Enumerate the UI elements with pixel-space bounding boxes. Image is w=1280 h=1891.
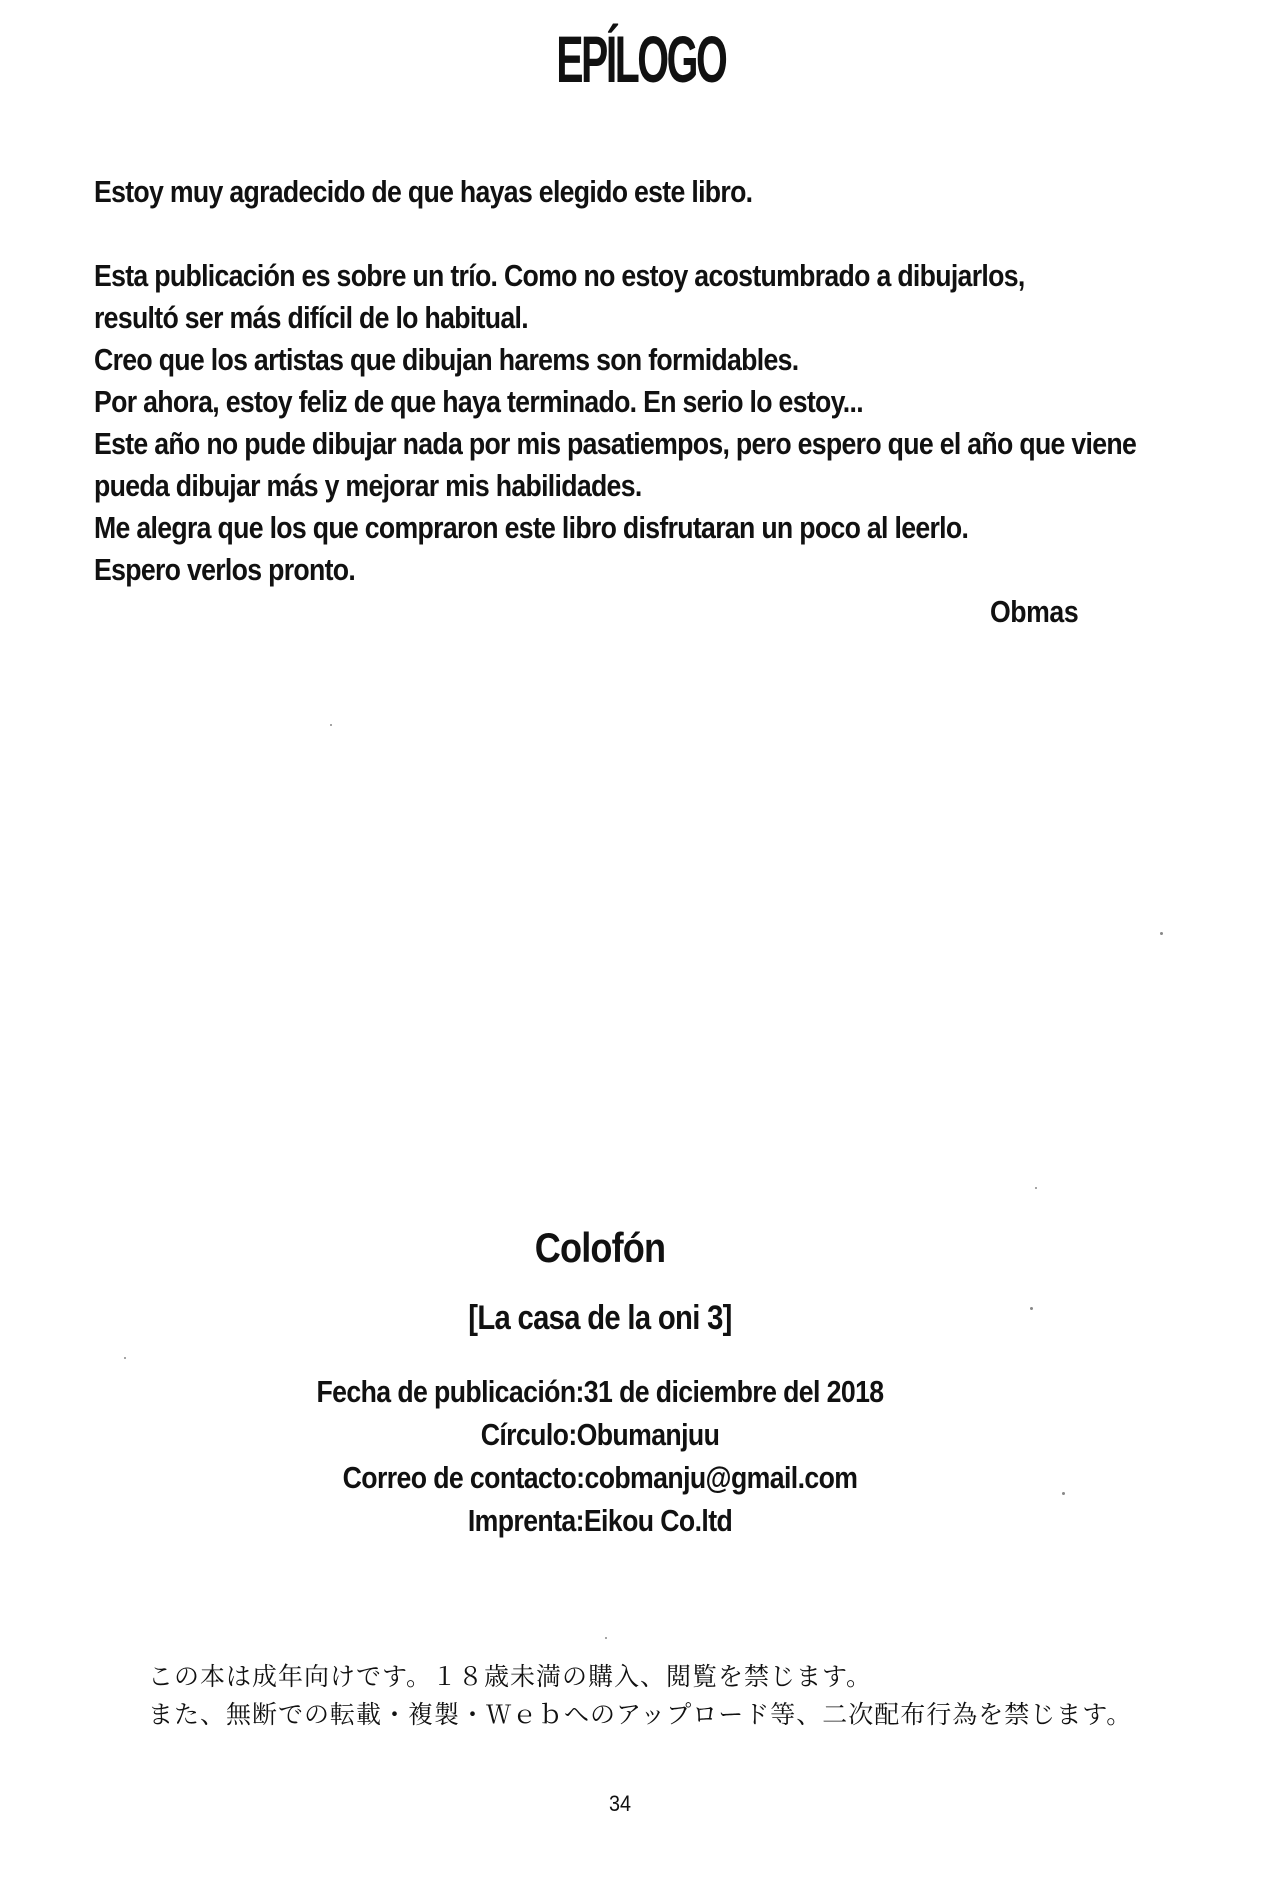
epilogue-paragraph: Este año no pude dibujar nada por mis pasatiempos, pero espero que el año que viene — [94, 426, 1137, 461]
legal-notice — [148, 1658, 1198, 1734]
publication-date: Fecha de publicación:31 de diciembre del 2018 — [316, 1374, 884, 1409]
scan-speck — [1030, 1307, 1033, 1310]
epilogue-paragraph: resultó ser más difícil de lo habitual. — [94, 300, 528, 335]
legal-notice-line: この本は成年向けです。１８歳未満の購入、閲覧を禁じます。 — [148, 1662, 873, 1691]
epilogue-paragraph: Creo que los artistas que dibujan harems son formidables. — [94, 342, 799, 377]
scan-speck — [124, 1357, 126, 1359]
scan-speck — [330, 724, 332, 726]
epilogue-paragraph: Estoy muy agradecido de que hayas elegido este libro. — [94, 174, 753, 209]
legal-notice-line: また、無断での転載・複製・Ｗｅｂへのアップロード等、二次配布行為を禁じます。 — [148, 1700, 1133, 1729]
printer-name: Imprenta:Eikou Co.ltd — [467, 1503, 733, 1538]
scan-speck — [605, 1637, 607, 1639]
epilogue-paragraph: Espero verlos pronto. — [94, 552, 356, 587]
colophon-info — [84, 1370, 1116, 1542]
page-number: 34 — [608, 1791, 632, 1816]
colophon-title: Colofón — [534, 1224, 666, 1271]
author-signature: Obmas — [990, 594, 1079, 629]
book-title: [La casa de la oni 3] — [468, 1299, 732, 1337]
circle-name: Círculo:Obumanjuu — [480, 1417, 720, 1452]
epilogue-paragraph: Esta publicación es sobre un trío. Como no estoy acostumbrado a dibujarlos, — [94, 258, 1025, 293]
epilogue-paragraph: Por ahora, estoy feliz de que haya terminado. En serio lo estoy... — [94, 384, 863, 419]
scan-speck — [1160, 932, 1163, 935]
scan-speck — [1062, 1492, 1065, 1495]
epilogue-paragraph: Me alegra que los que compraron este libro disfrutaran un poco al leerlo. — [94, 510, 969, 545]
epilogue-paragraph: pueda dibujar más y mejorar mis habilidades. — [94, 468, 642, 503]
scan-speck — [1035, 1187, 1037, 1189]
page-title: EPÍLOGO — [556, 22, 726, 96]
contact-email: Correo de contacto:cobmanju@gmail.com — [342, 1460, 858, 1495]
epilogue-text — [94, 171, 1137, 591]
